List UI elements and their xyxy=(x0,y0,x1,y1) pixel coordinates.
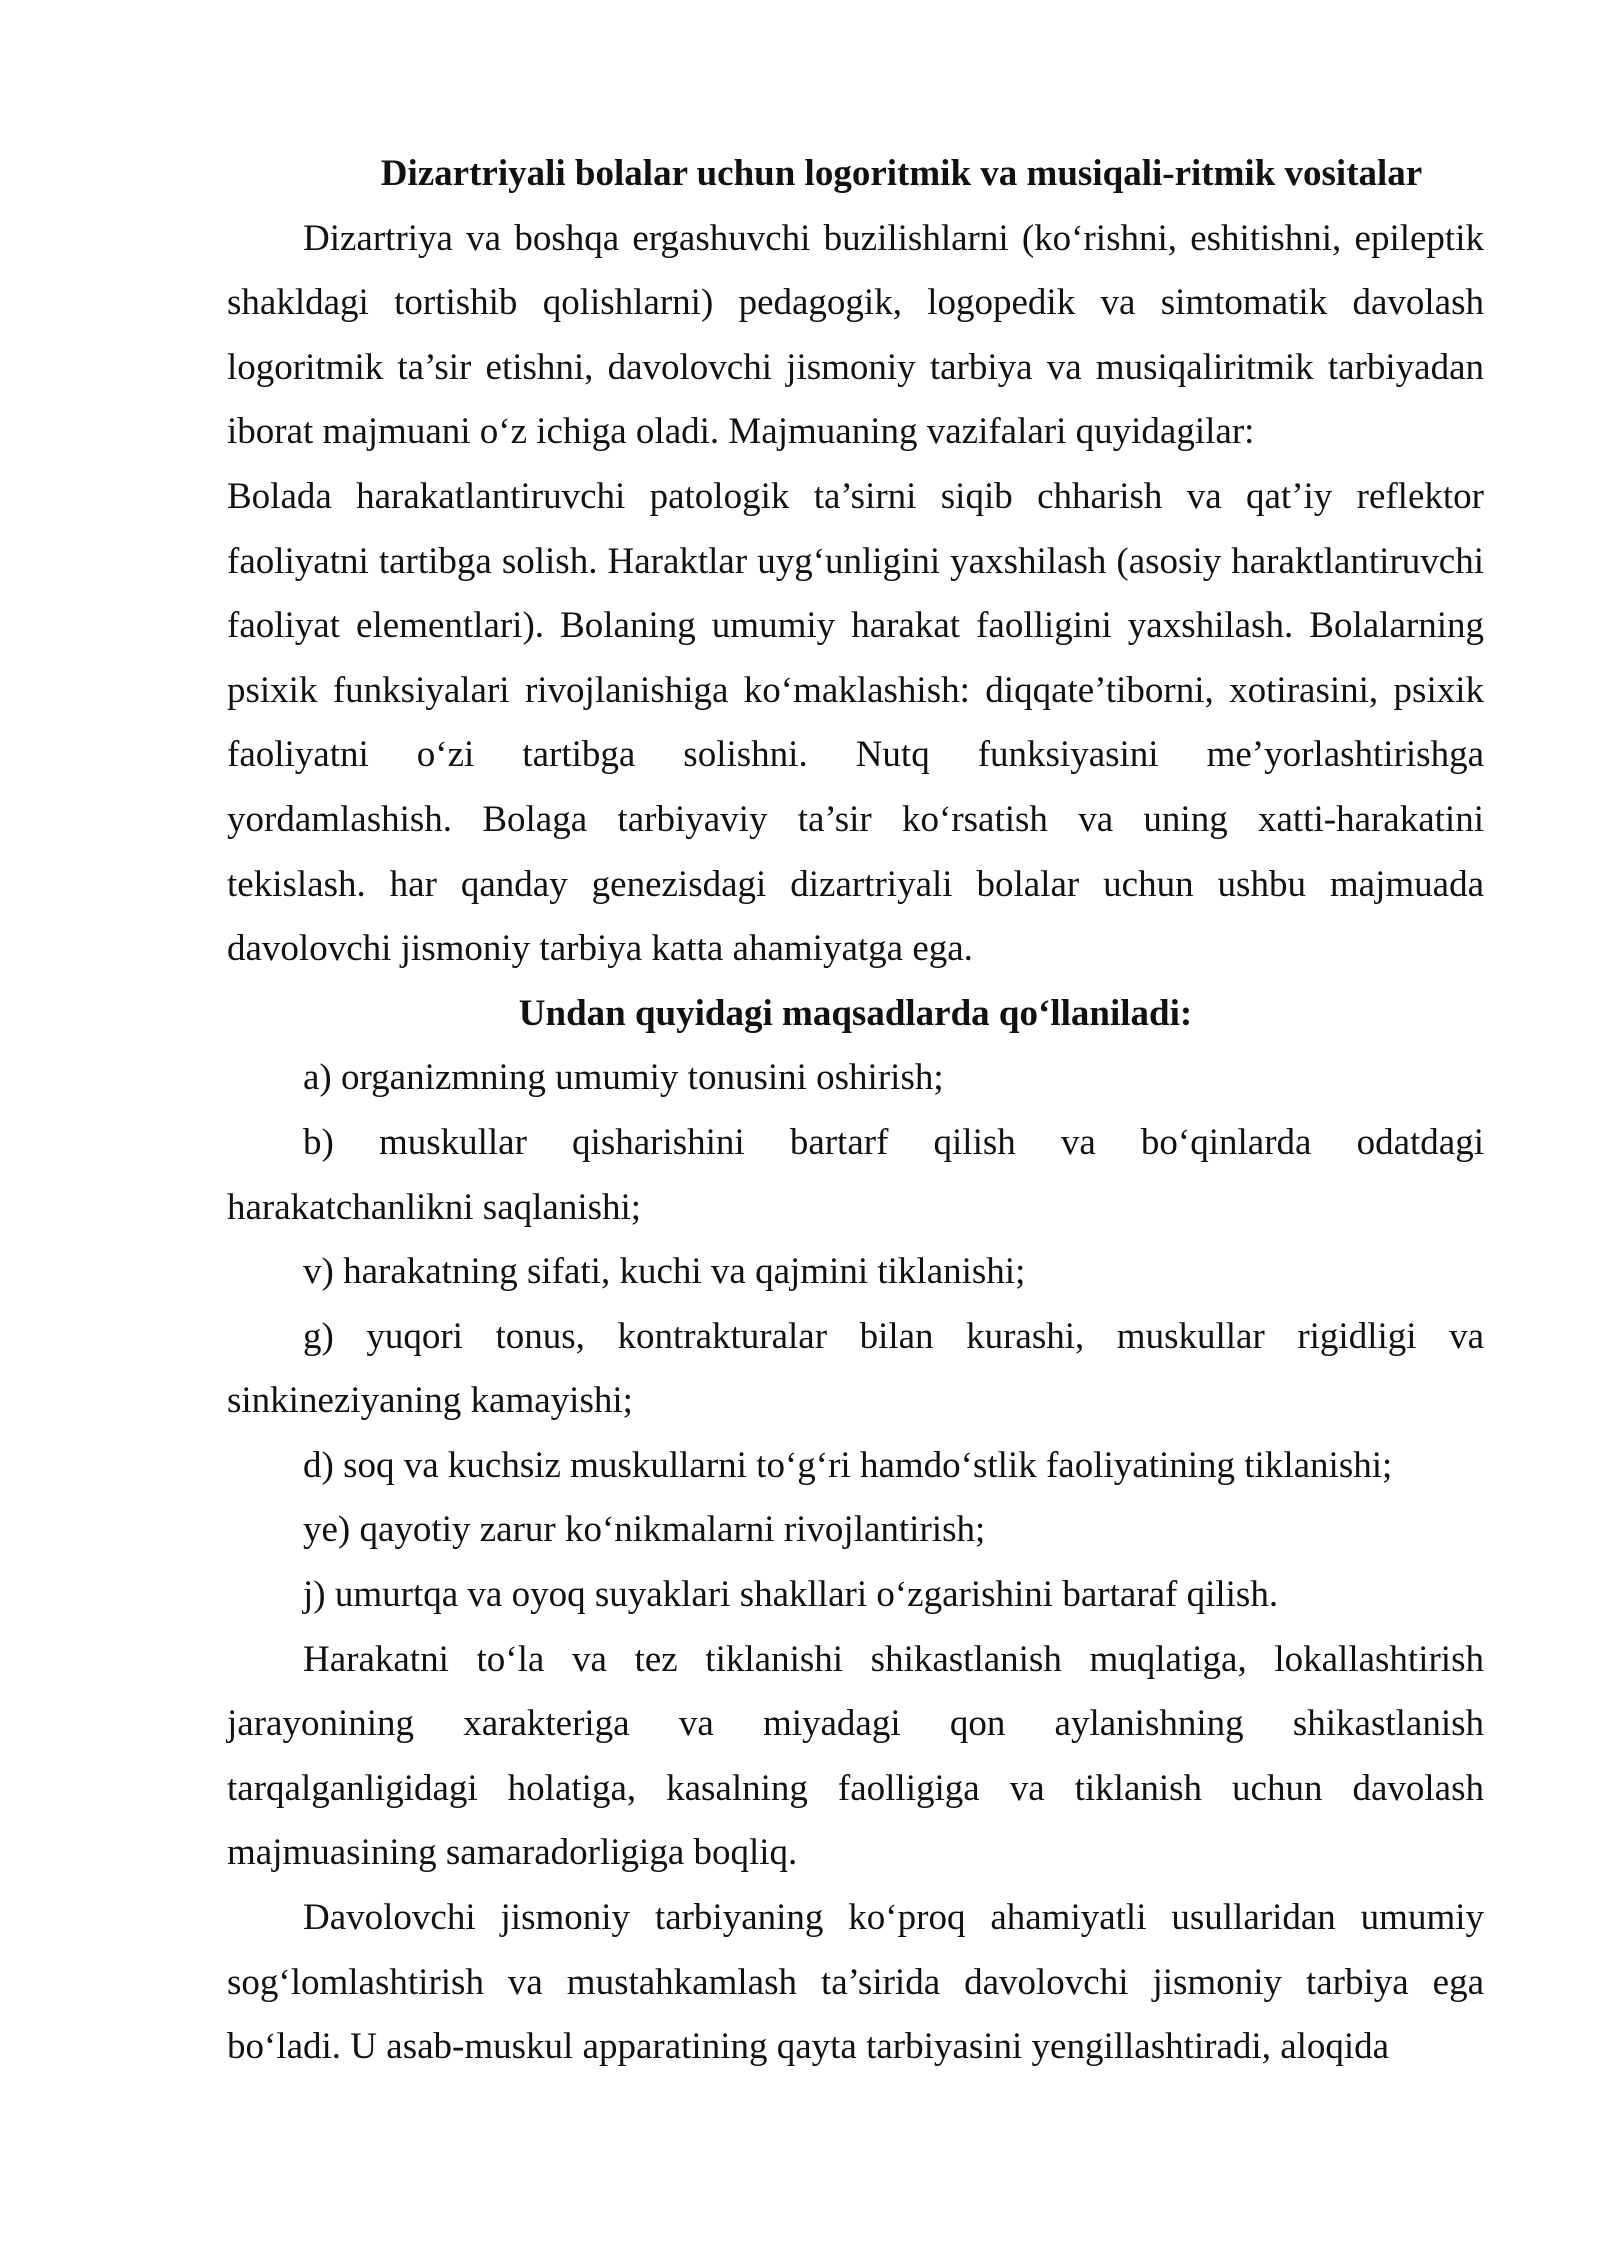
list-item: d) soq va kuchsiz muskullarni to‘g‘ri hamdo‘stlik faoliyatining tiklanishi; xyxy=(303,1444,1393,1486)
list-item: j) umurtqa va oyoq suyaklari shakllari o‘zgarishini bartaraf qilish. xyxy=(303,1574,1279,1616)
tasks-paragraph: Bolada harakatlantiruvchi patologik ta’sirni siqib chharish va qat’iy reflektor faoliyatni tartibga solish. Haraktlar uyg‘unligini yaxshilash (asosiy haraktlantiruvchi faoliyat elementlari). Bolaning umumiy harakat faolligini yaxshilash. Bolalarning psixik funksiyalari rivojlanishiga ko‘maklashish: diqqate’tiborni, xotirasini, psixik faoliyatni o‘zi tartibga solishni. Nutq funksiyasini me’yorlashtirishga yordamlashish. Bolaga tarbiyaviy ta’sir ko‘rsatish va uning xatti-harakatini tekislash. har qanday genezisdagi dizartriyali bolalar uchun ushbu majmuada davolovchi jismoniy tarbiya katta ahamiyatga ega. xyxy=(227,475,1484,970)
list-item: g) yuqori tonus, kontrakturalar bilan kurashi, muskullar rigidligi va sinkineziyaning kamayishi; xyxy=(227,1315,1484,1422)
document-title: Dizartriyali bolalar uchun logoritmik va musiqali-ritmik vositalar xyxy=(380,153,1423,194)
list-item: b) muskullar qisharishini bartarf qilish va bo‘qinlarda odatdagi harakatchanlikni saqlanishi; xyxy=(227,1121,1484,1228)
intro-paragraph: Dizartriya va boshqa ergashuvchi buzilishlarni (ko‘rishni, eshitishni, epileptik shakldagi tortishib qolishlarni) pedagogik, logopedik va simtomatik davolash logoritmik ta’sir etishni, davolovchi jismoniy tarbiya va musiqaliritmik tarbiyadan iborat majmuani o‘z ichiga oladi. Majmuaning vazifalari quyidagilar: xyxy=(227,217,1484,453)
list-item: ye) qayotiy zarur ko‘nikmalarni rivojlantirish; xyxy=(303,1509,986,1551)
closing-paragraph: Davolovchi jismoniy tarbiyaning ko‘proq ahamiyatli usullaridan umumiy sog‘lomlashtirish va mustahkamlash ta’sirida davolovchi jismoniy tarbiya ega bo‘ladi. U asab-muskul apparatining qayta tarbiyasini yengillashtiradi, aloqida xyxy=(227,1897,1484,2068)
section-subheading: Undan quyidagi maqsadlarda qo‘llaniladi: xyxy=(518,992,1193,1034)
list-item: v) harakatning sifati, kuchi va qajmini tiklanishi; xyxy=(303,1251,1026,1293)
list-item: a) organizmning umumiy tonusini oshirish; xyxy=(303,1057,944,1099)
closing-paragraph: Harakatni to‘la va tez tiklanishi shikastlanish muqlatiga, lokallashtirish jarayonining xarakteriga va miyadagi qon aylanishning shikastlanish tarqalganligidagi holatiga, kasalning faolligiga va tiklanish uchun davolash majmuasining samaradorligiga boqliq. xyxy=(227,1638,1484,1874)
document-page xyxy=(227,142,1484,2080)
